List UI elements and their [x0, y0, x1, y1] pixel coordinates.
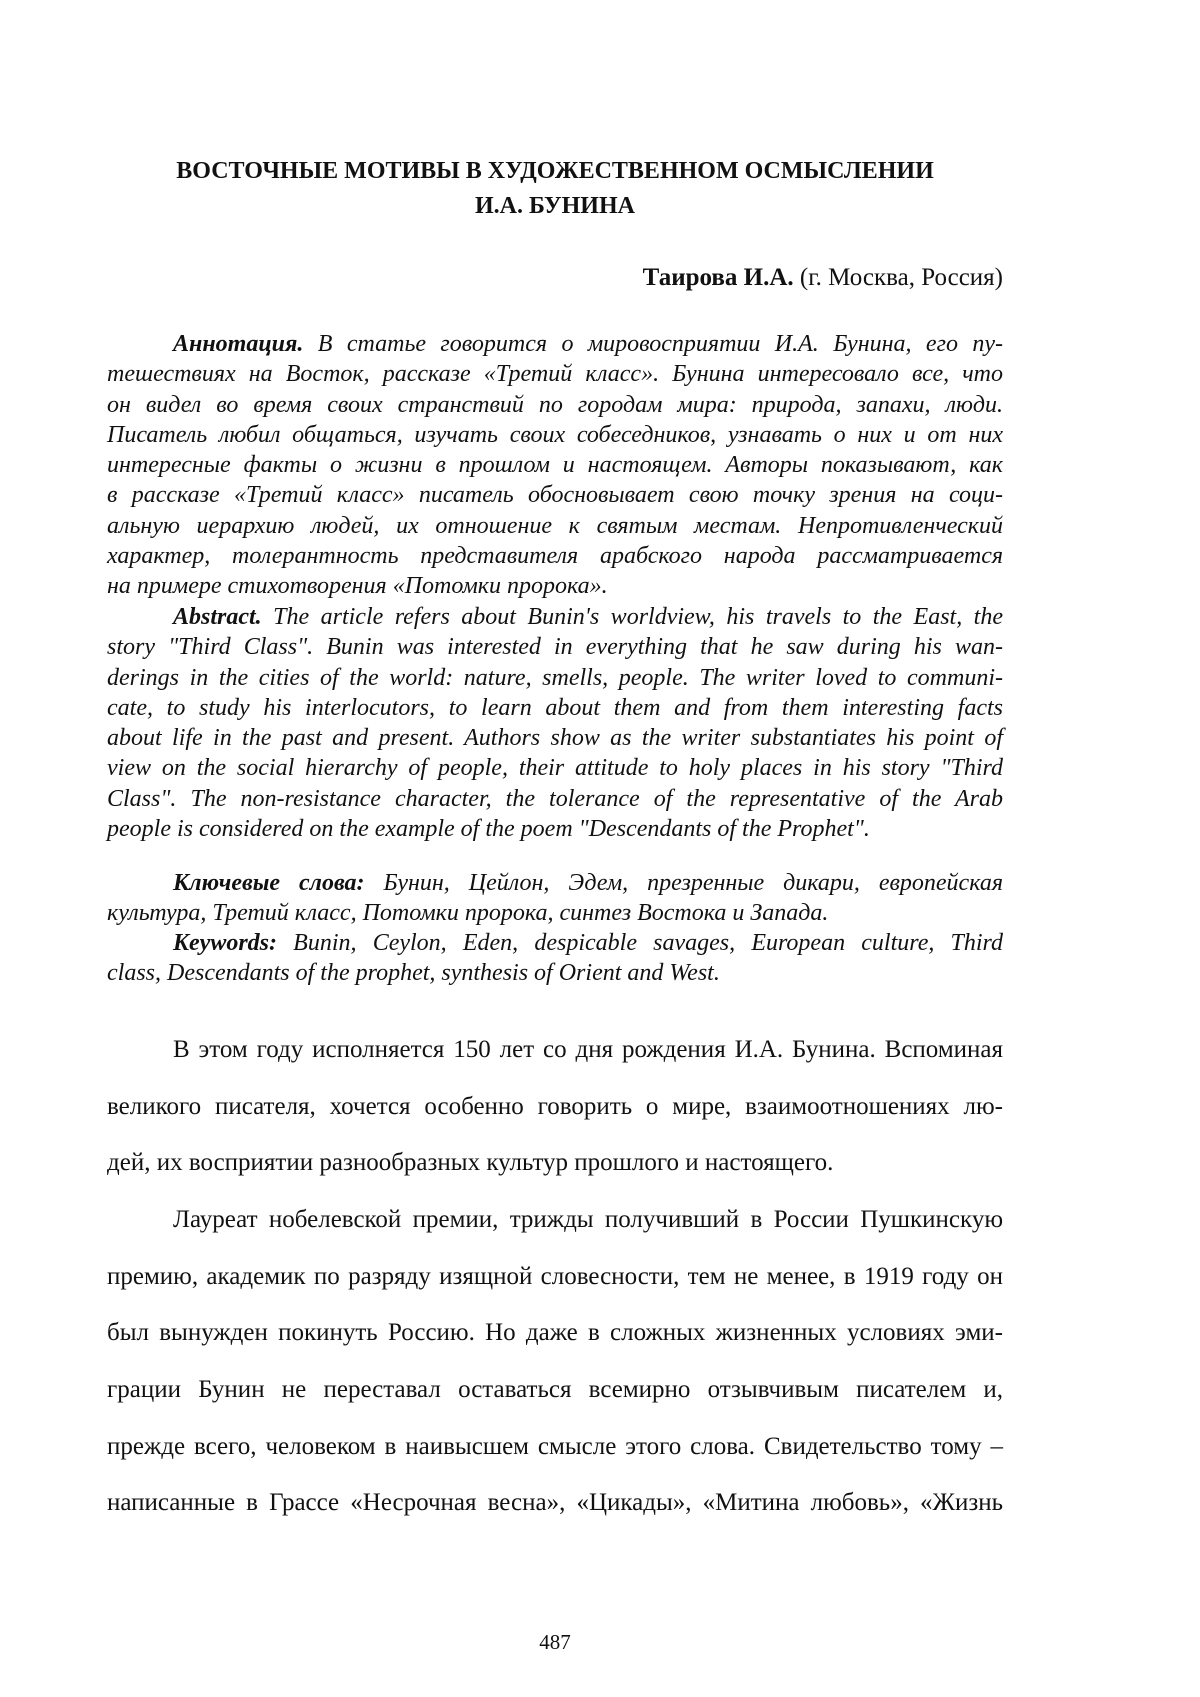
- text-line: [107, 959, 1003, 989]
- line-text: Class". The non-resistance character, the tolerance of the representative of the Arab: [107, 785, 1003, 812]
- line-text: The article refers about Bunin's worldview, his travels to the East, the: [261, 604, 1003, 630]
- line-text: в рассказе «Третий класс» писатель обосновывает свою точку зрения на соци-: [107, 482, 1003, 509]
- text-line: [107, 869, 1003, 899]
- line-text: тешествиях на Восток, рассказе «Третий класс». Бунина интересовало все, что: [107, 361, 1003, 388]
- page-number: 487: [539, 1630, 571, 1654]
- line-text: интересные факты о жизни в прошлом и настоящем. Авторы показывают, как: [107, 452, 1003, 479]
- section-lead: Abstract.: [173, 604, 262, 630]
- body-paragraph-1: [107, 1022, 1003, 1192]
- text-line: [107, 450, 1003, 480]
- text-line: [107, 784, 1003, 814]
- text-line: [107, 511, 1003, 541]
- text-line: [107, 1192, 1003, 1249]
- text-line: [107, 1249, 1003, 1306]
- text-line: [107, 899, 1003, 929]
- line-text: Bunin, Ceylon, Eden, despicable savages, European culture, Third: [277, 930, 1003, 956]
- article-title-line-1: ВОСТОЧНЫЕ МОТИВЫ В ХУДОЖЕСТВЕННОМ ОСМЫСЛЕНИИ: [176, 158, 934, 184]
- text-line: [107, 541, 1003, 571]
- line-text: характер, толерантность представителя арабского народа рассматривается: [107, 543, 1003, 570]
- line-text: story "Third Class". Bunin was interested in everything that he saw during his wan-: [107, 634, 1003, 661]
- text-line: [107, 329, 1003, 359]
- line-text: В этом году исполняется 150 лет со дня рождения И.А. Бунина. Вспоминая: [173, 1036, 1003, 1063]
- line-text: культура, Третий класс, Потомки пророка, синтез Востока и Запада.: [107, 899, 829, 926]
- text-line: [107, 1305, 1003, 1362]
- line-text: derings in the cities of the world: nature, smells, people. The writer loved to communi-: [107, 664, 1003, 691]
- line-text: дей, их восприятии разнообразных культур прошлого и настоящего.: [107, 1149, 834, 1177]
- line-text: view on the social hierarchy of people, their attitude to holy places in his story "Third: [107, 755, 1003, 782]
- body-paragraph-2: [107, 1192, 1003, 1532]
- line-text: прежде всего, человеком в наивысшем смысле этого слова. Свидетельство тому –: [107, 1432, 1003, 1460]
- text-line: [107, 693, 1003, 723]
- text-line: [107, 723, 1003, 753]
- keywords-ru: [107, 869, 1003, 928]
- text-line: [107, 1362, 1003, 1419]
- text-line: [107, 480, 1003, 510]
- line-text: class, Descendants of the prophet, synthesis of Orient and West.: [107, 959, 720, 986]
- abstract-en: [107, 602, 1003, 844]
- line-text: people is considered on the example of the poem "Descendants of the Prophet".: [107, 816, 870, 843]
- text-line: [107, 1022, 1003, 1079]
- line-text: великого писателя, хочется особенно говорить о мире, взаимоотношениях лю-: [107, 1092, 1003, 1120]
- author-location: (г. Москва, Россия): [793, 264, 1003, 291]
- text-line: [107, 602, 1003, 632]
- text-line: [107, 1079, 1003, 1136]
- line-text: написанные в Грассе «Несрочная весна», «Цикады», «Митина любовь», «Жизнь: [107, 1489, 1003, 1517]
- text-line: [107, 814, 1003, 844]
- text-line: [107, 929, 1003, 959]
- line-text: был вынужден покинуть Россию. Но даже в сложных жизненных условиях эми-: [107, 1319, 1003, 1347]
- line-text: он видел во время своих странствий по городам мира: природа, запахи, люди.: [107, 391, 1003, 418]
- line-text: премию, академик по разряду изящной словесности, тем не менее, в 1919 году он: [107, 1262, 1003, 1290]
- text-line: [107, 663, 1003, 693]
- line-text: В статье говорится о мировосприятии И.А. Бунина, его пу-: [303, 331, 1003, 357]
- line-text: Писатель любил общаться, изучать своих собеседников, узнавать о них и от них: [107, 421, 1003, 448]
- author-name: Таирова И.А.: [642, 264, 794, 291]
- text-line: [107, 390, 1003, 420]
- text-line: [107, 753, 1003, 783]
- section-lead: Аннотация.: [173, 331, 304, 357]
- text-line: [107, 1135, 1003, 1192]
- text-line: [107, 632, 1003, 662]
- line-text: грации Бунин не переставал оставаться всемирно отзывчивым писателем и,: [107, 1376, 1003, 1404]
- text-line: [107, 359, 1003, 389]
- text-line: [107, 571, 1003, 601]
- abstract-ru: [107, 329, 1003, 602]
- section-lead: Ключевые слова:: [173, 870, 365, 896]
- article-title-line-2: И.А. БУНИНА: [475, 193, 635, 219]
- line-text: альную иерархию людей, их отношение к святым местам. Непротивленческий: [107, 512, 1003, 539]
- line-text: Лауреат нобелевской премии, трижды получивший в России Пушкинскую: [173, 1206, 1003, 1233]
- author-line: [643, 264, 1003, 292]
- section-lead: Keywords:: [173, 930, 277, 956]
- line-text: Бунин, Цейлон, Эдем, презренные дикари, европейская: [364, 870, 1003, 896]
- line-text: about life in the past and present. Authors show as the writer substantiates his point of: [107, 725, 1003, 752]
- line-text: на примере стихотворения «Потомки пророка».: [107, 573, 608, 600]
- line-text: cate, to study his interlocutors, to learn about them and from them interesting facts: [107, 694, 1003, 721]
- text-line: [107, 420, 1003, 450]
- keywords-en: [107, 929, 1003, 988]
- text-line: [107, 1475, 1003, 1532]
- text-line: [107, 1419, 1003, 1476]
